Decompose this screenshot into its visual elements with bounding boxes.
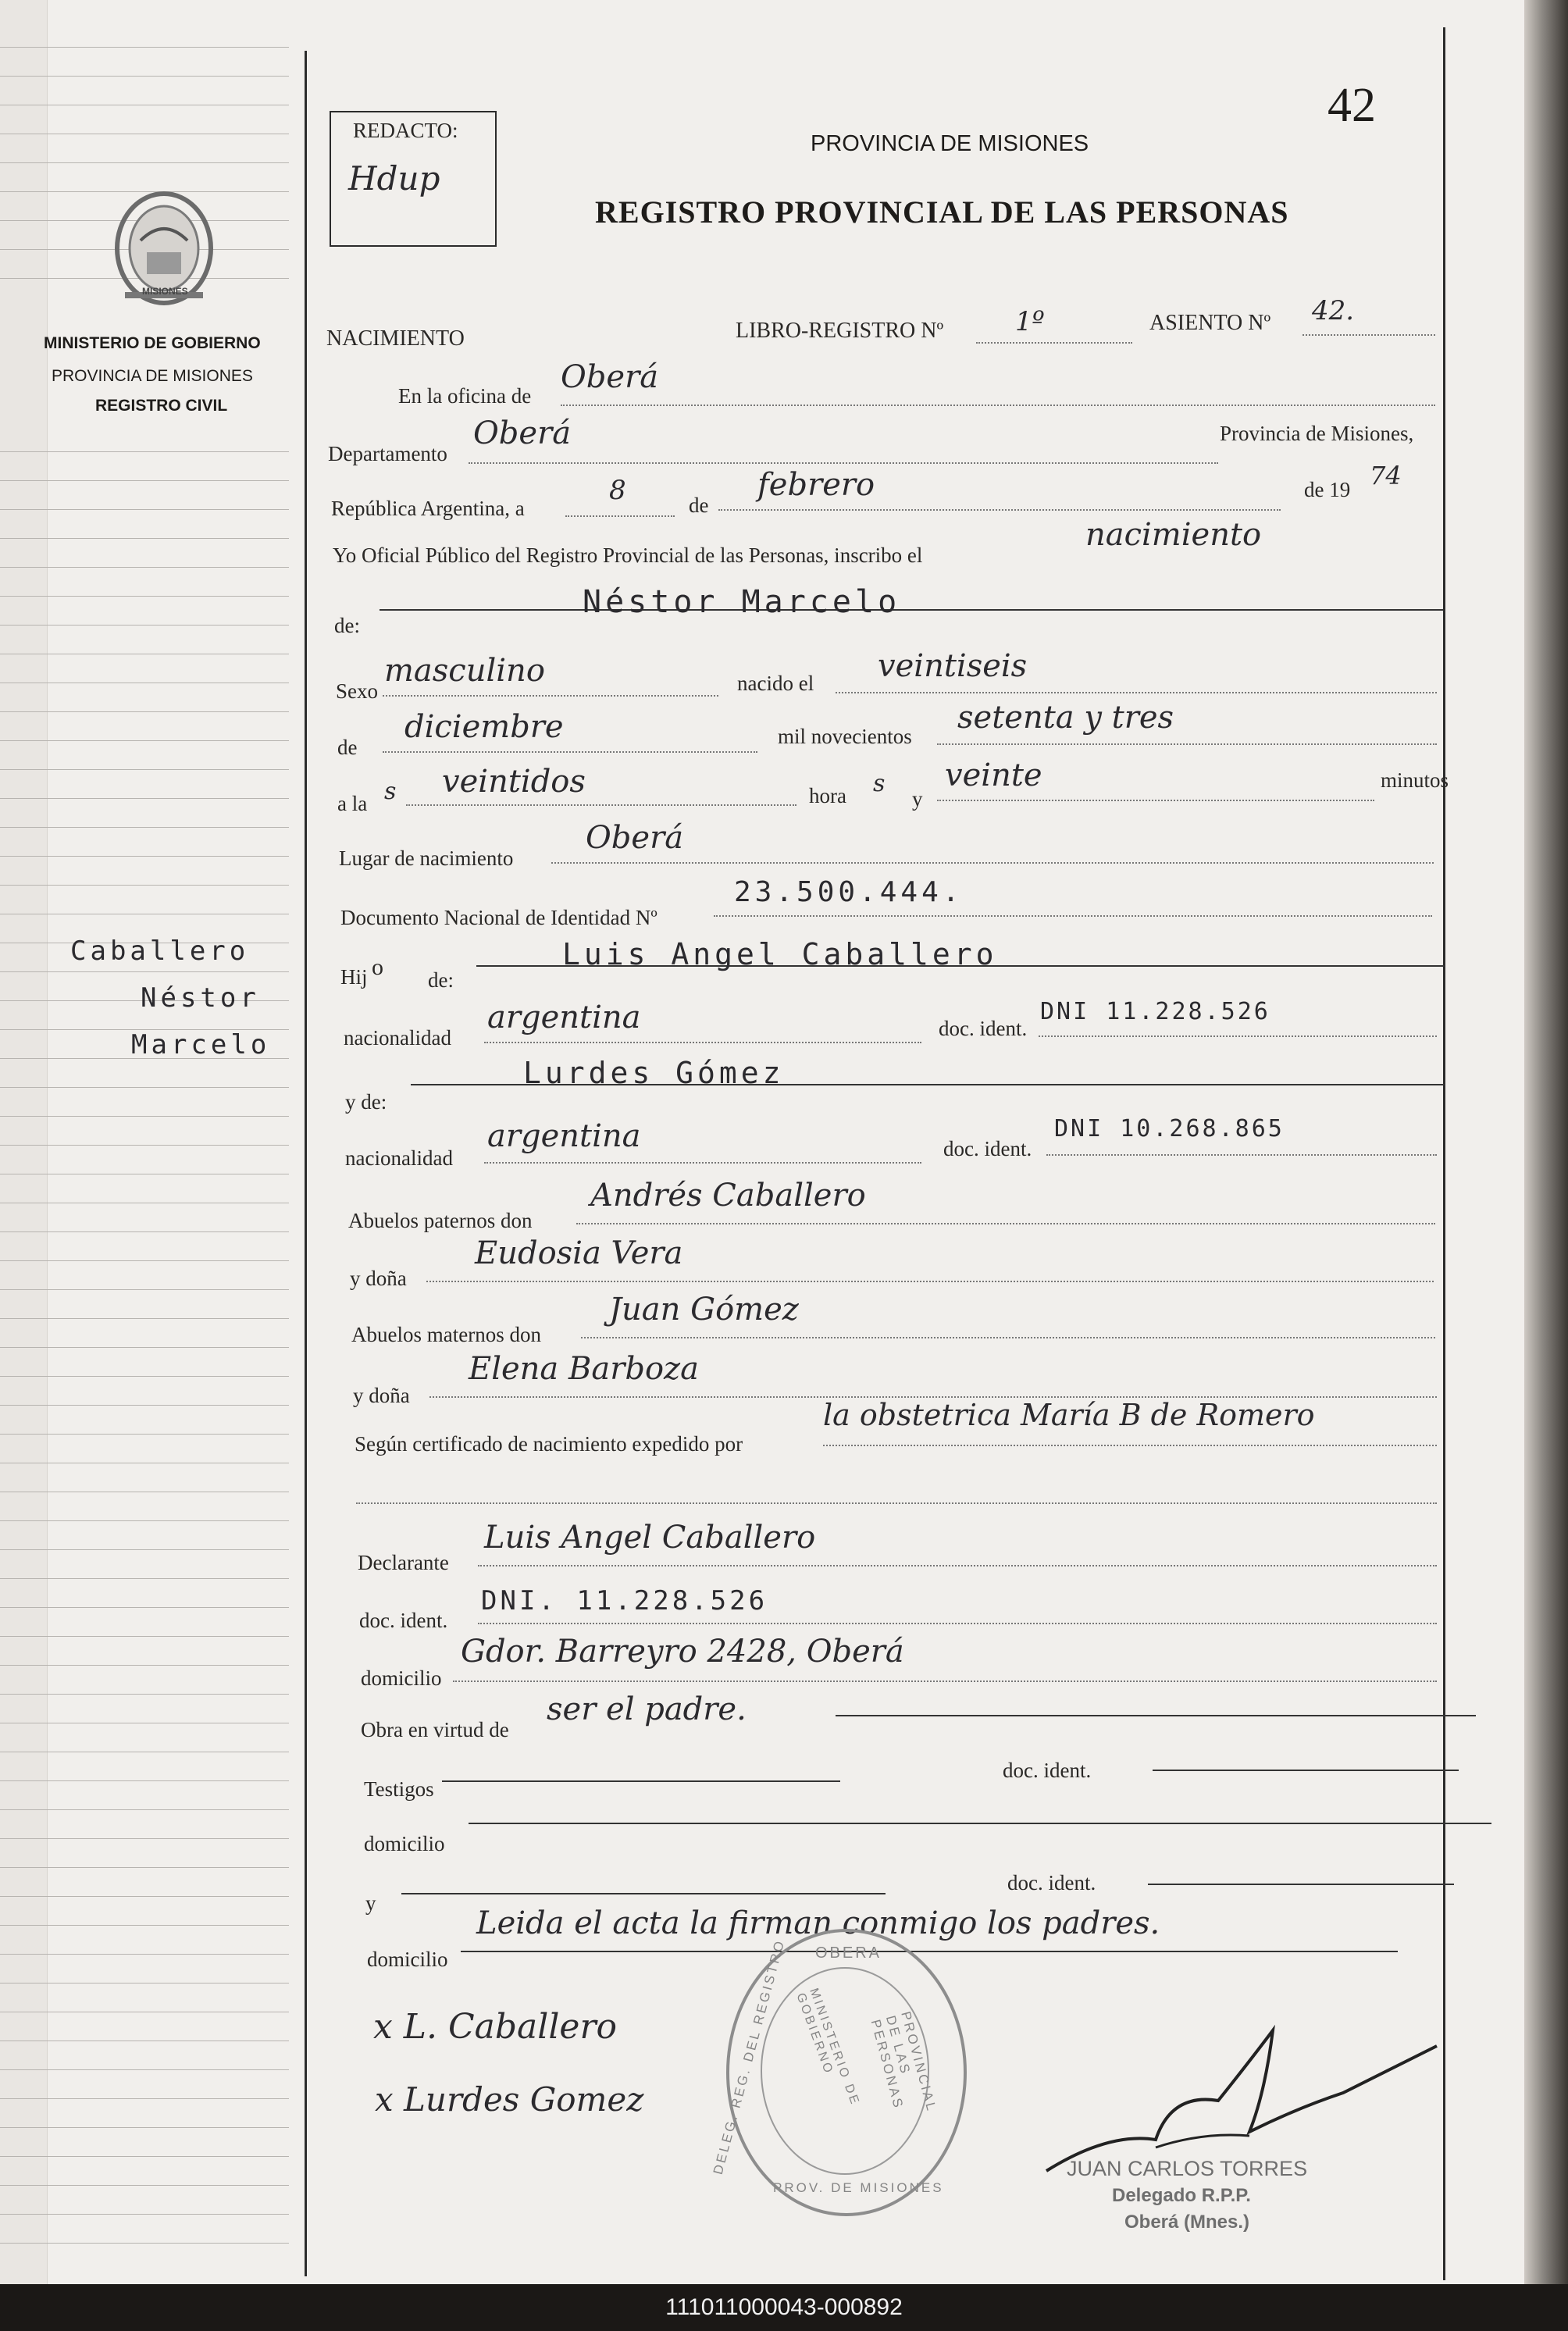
segun-value: la obstetrica María B de Romero xyxy=(823,1398,1315,1432)
birth-day: 8 xyxy=(609,475,626,506)
declarante-dots xyxy=(478,1565,1437,1566)
leida-value: Leida el acta la firman conmigo los padres. xyxy=(476,1905,1160,1941)
mother-nationality: argentina xyxy=(487,1118,641,1154)
de-label-name: de: xyxy=(334,614,360,637)
margin-rule xyxy=(0,162,289,163)
docident-label-2: doc. ident. xyxy=(943,1137,1032,1160)
margin-rule xyxy=(0,1636,289,1637)
republica-label: República Argentina, a xyxy=(331,497,525,520)
margin-note-name2: Marcelo xyxy=(131,1029,271,1060)
margin-rule xyxy=(0,1867,289,1868)
margin-note-surname: Caballero xyxy=(70,936,250,967)
obra-value: ser el padre. xyxy=(547,1691,747,1727)
round-stamp-right: PROVINCIAL DE LAS PERSONAS xyxy=(868,2009,939,2114)
nacido-dots xyxy=(836,692,1437,693)
ydona-label-1: y doña xyxy=(350,1267,407,1290)
decl-doc-dots xyxy=(478,1623,1437,1624)
dni-label: Documento Nacional de Identidad Nº xyxy=(340,906,657,929)
departamento-dots xyxy=(469,462,1218,464)
province-heading: PROVINCIA DE MISIONES xyxy=(811,131,1089,156)
mil-label: mil novecientos xyxy=(778,725,912,748)
libro-dots xyxy=(976,342,1132,344)
departamento-value: Oberá xyxy=(473,415,572,451)
margin-rule xyxy=(0,1116,289,1117)
horas-label: hora xyxy=(809,784,846,807)
segun-dots-2 xyxy=(356,1502,1437,1504)
asiento-label: ASIENTO Nº xyxy=(1149,311,1271,335)
margin-rule xyxy=(0,1896,289,1897)
lugar-dots xyxy=(551,862,1434,864)
provincia-label: Provincia de Misiones, xyxy=(1220,422,1414,445)
margin-rule xyxy=(0,1145,289,1146)
binding-strip xyxy=(0,0,48,2284)
father-nat-dots xyxy=(484,1042,921,1043)
round-stamp-left: DELEG. REG. DEL REGISTRO xyxy=(710,1937,788,2176)
margin-rule xyxy=(0,1809,289,1810)
book-edge xyxy=(1524,0,1568,2284)
domicilio-label-3: domicilio xyxy=(367,1948,448,1971)
test-doc-line xyxy=(1153,1770,1459,1771)
registration-month: febrero xyxy=(757,467,875,503)
minutes-dots xyxy=(937,800,1374,801)
redacto-value: Hdup xyxy=(348,159,440,198)
margin-rule xyxy=(0,1578,289,1579)
official-title: Delegado R.P.P. xyxy=(1112,2185,1251,2206)
margin-rule xyxy=(0,856,289,857)
y-label-2: y xyxy=(365,1891,376,1915)
birth-month-dots xyxy=(383,751,757,753)
month-dots xyxy=(718,509,1281,511)
nacionalidad-label-1: nacionalidad xyxy=(344,1026,451,1050)
oficina-value: Oberá xyxy=(561,359,659,395)
horas-s: s xyxy=(873,770,886,797)
margin-rule xyxy=(0,2098,289,2099)
margin-note-name1: Néstor xyxy=(141,982,260,1014)
abuela-materna: Elena Barboza xyxy=(469,1351,699,1387)
test2-doc-label: doc. ident. xyxy=(1007,1871,1096,1894)
libro-label: LIBRO-REGISTRO Nº xyxy=(736,319,944,343)
alas-s: s xyxy=(384,778,397,805)
minutos-label: minutos xyxy=(1381,768,1449,792)
margin-rule xyxy=(0,1260,289,1261)
ministry-line2: PROVINCIA DE MISIONES xyxy=(52,367,253,385)
declarante-label: Declarante xyxy=(358,1551,449,1574)
margin-rule xyxy=(0,740,289,741)
departamento-label: Departamento xyxy=(328,442,447,465)
margin-rule xyxy=(0,1376,289,1377)
margin-rule xyxy=(0,971,289,972)
margin-rule xyxy=(0,1405,289,1406)
registry-heading: REGISTRO PROVINCIAL DE LAS PERSONAS xyxy=(595,194,1289,230)
margin-rule xyxy=(0,1087,289,1088)
leida-line xyxy=(461,1951,1398,1952)
dni-dots xyxy=(714,915,1432,917)
margin-rule xyxy=(0,1347,289,1348)
nacionalidad-label-2: nacionalidad xyxy=(345,1146,453,1170)
sexo-dots xyxy=(383,695,718,697)
hijo-de: de: xyxy=(428,968,454,992)
footer-id-bar xyxy=(0,2284,1568,2331)
y-label: y xyxy=(912,787,923,811)
abuelo-paterno: Andrés Caballero xyxy=(590,1178,866,1214)
minutes-value: veinte xyxy=(945,757,1042,793)
hijo-label: Hij xyxy=(340,965,368,989)
de-label-1: de xyxy=(689,494,709,517)
y2-line xyxy=(401,1893,886,1894)
obra-label: Obra en virtud de xyxy=(361,1718,509,1741)
margin-rule xyxy=(0,1318,289,1319)
segun-dots xyxy=(823,1445,1437,1446)
libro-value: 1º xyxy=(1015,306,1045,337)
margin-rule xyxy=(0,1520,289,1521)
round-stamp-inner-text: MINISTERIO DE GOBIERNO xyxy=(793,1986,862,2108)
margin-rule xyxy=(0,480,289,481)
decl-doc-label: doc. ident. xyxy=(359,1609,448,1632)
margin-rule xyxy=(0,1925,289,1926)
signature-father: x L. Caballero xyxy=(373,2007,617,2047)
margin-rule xyxy=(0,1231,289,1232)
margin-rule xyxy=(0,76,289,77)
docident-label-1: doc. ident. xyxy=(939,1017,1028,1040)
segun-label: Según certificado de nacimiento expedido por xyxy=(355,1432,743,1456)
record-type-label: NACIMIENTO xyxy=(326,326,465,351)
birth-year-words: setenta y tres xyxy=(957,700,1174,736)
margin-rule xyxy=(0,451,289,452)
decl-doc-value: DNI. 11.228.526 xyxy=(481,1585,768,1616)
testigos-label: Testigos xyxy=(364,1777,434,1801)
lugar-label: Lugar de nacimiento xyxy=(339,847,514,870)
dni-value: 23.500.444. xyxy=(734,876,964,908)
redacto-box xyxy=(330,111,497,247)
oficina-dots xyxy=(561,405,1435,406)
declarante-value: Luis Angel Caballero xyxy=(484,1520,816,1556)
oficina-label: En la oficina de xyxy=(398,384,532,408)
child-name: Néstor Marcelo xyxy=(583,584,901,620)
hour-dots xyxy=(406,804,796,806)
father-name: Luis Angel Caballero xyxy=(562,937,998,971)
alas-label: a la xyxy=(337,792,368,815)
registration-year: 74 xyxy=(1370,461,1402,490)
margin-rule xyxy=(0,769,289,770)
margin-rule xyxy=(0,2243,289,2244)
domicilio-dots xyxy=(453,1681,1437,1682)
abuela-paterna: Eudosia Vera xyxy=(475,1235,683,1271)
birth-month: diciembre xyxy=(404,709,564,745)
oficial-text: Yo Oficial Público del Registro Provincial de las Personas, inscribo el xyxy=(333,544,923,567)
margin-rule xyxy=(0,2185,289,2186)
mother-doc: DNI 10.268.865 xyxy=(1054,1115,1285,1142)
margin-rule xyxy=(0,1289,289,1290)
ministry-line3: REGISTRO CIVIL xyxy=(95,397,228,415)
official-location: Oberá (Mnes.) xyxy=(1124,2212,1250,2233)
asiento-value: 42. xyxy=(1312,295,1355,326)
ydona-label-2: y doña xyxy=(353,1384,410,1407)
de-label-2: de xyxy=(337,736,358,759)
dom2-line xyxy=(469,1823,1491,1824)
margin-rule xyxy=(0,2127,289,2128)
mother-doc-dots xyxy=(1046,1154,1437,1156)
sexo-value: masculino xyxy=(384,653,545,689)
father-doc: DNI 11.228.526 xyxy=(1040,998,1270,1025)
abuelo-materno: Juan Gómez xyxy=(609,1292,799,1328)
province-seal xyxy=(102,186,226,315)
year-label: de 19 xyxy=(1304,478,1351,501)
margin-rule xyxy=(0,1780,289,1781)
name-line xyxy=(380,609,1443,611)
abuelos-paternos-label: Abuelos paternos don xyxy=(348,1209,533,1232)
inscribo-value: nacimiento xyxy=(1085,517,1262,553)
margin-rule xyxy=(0,1838,289,1839)
margin-rule xyxy=(0,1694,289,1695)
margin-rule xyxy=(0,509,289,510)
margin-rule xyxy=(0,885,289,886)
yde-label: y de: xyxy=(345,1090,387,1114)
nacido-value: veintiseis xyxy=(878,648,1028,684)
domicilio-value: Gdor. Barreyro 2428, Oberá xyxy=(461,1634,904,1670)
round-stamp-bottom: PROV. DE MISIONES xyxy=(773,2180,944,2195)
mother-name: Lurdes Gómez xyxy=(523,1056,785,1090)
abuelo-mat-dots xyxy=(581,1337,1435,1338)
footer-id: 111011000043-000892 xyxy=(665,2294,903,2320)
test2-doc-line xyxy=(1148,1884,1454,1885)
birth-year-dots xyxy=(937,743,1437,745)
left-border-line xyxy=(305,51,307,2276)
hijo-o: o xyxy=(372,954,383,980)
sexo-label: Sexo xyxy=(336,679,378,703)
margin-rule xyxy=(0,2156,289,2157)
margin-rule xyxy=(0,596,289,597)
margin-rule xyxy=(0,2069,289,2070)
margin-rule xyxy=(0,1954,289,1955)
margin-rule xyxy=(0,625,289,626)
margin-rule xyxy=(0,567,289,568)
margin-rule xyxy=(0,1665,289,1666)
round-stamp-top: OBERA xyxy=(815,1944,882,1962)
right-border-line xyxy=(1443,27,1445,2280)
margin-rule xyxy=(0,2214,289,2215)
seal-label: MISIONES xyxy=(142,286,188,297)
asiento-dots xyxy=(1303,334,1435,336)
margin-rule xyxy=(0,1607,289,1608)
hour-value: veintidos xyxy=(442,764,586,800)
father-nationality: argentina xyxy=(487,1000,641,1035)
obra-line xyxy=(836,1715,1476,1716)
abuelo-pat-dots xyxy=(576,1223,1435,1224)
margin-rule xyxy=(0,47,289,48)
margin-rule xyxy=(0,711,289,712)
mother-nat-dots xyxy=(484,1162,921,1164)
ministry-line1: MINISTERIO DE GOBIERNO xyxy=(44,334,261,352)
page-number: 42 xyxy=(1327,79,1376,132)
margin-rule xyxy=(0,1549,289,1550)
signature-mother: x Lurdes Gomez xyxy=(375,2080,644,2119)
redacto-label: REDACTO: xyxy=(353,119,458,142)
margin-rule xyxy=(0,538,289,539)
nacido-label: nacido el xyxy=(737,672,814,695)
abuela-pat-dots xyxy=(426,1281,1434,1282)
lugar-value: Oberá xyxy=(586,820,684,856)
father-doc-dots xyxy=(1039,1035,1437,1037)
domicilio-label: domicilio xyxy=(361,1666,442,1690)
test-doc-label: doc. ident. xyxy=(1003,1759,1092,1782)
margin-rule xyxy=(0,798,289,799)
official-name: JUAN CARLOS TORRES xyxy=(1067,2157,1308,2180)
margin-rule xyxy=(0,1434,289,1435)
testigos-line xyxy=(442,1780,840,1782)
margin-rule xyxy=(0,827,289,828)
day-dots xyxy=(565,515,675,517)
domicilio-label-2: domicilio xyxy=(364,1832,445,1855)
abuelos-maternos-label: Abuelos maternos don xyxy=(351,1323,541,1346)
round-registry-stamp xyxy=(710,1929,967,2216)
